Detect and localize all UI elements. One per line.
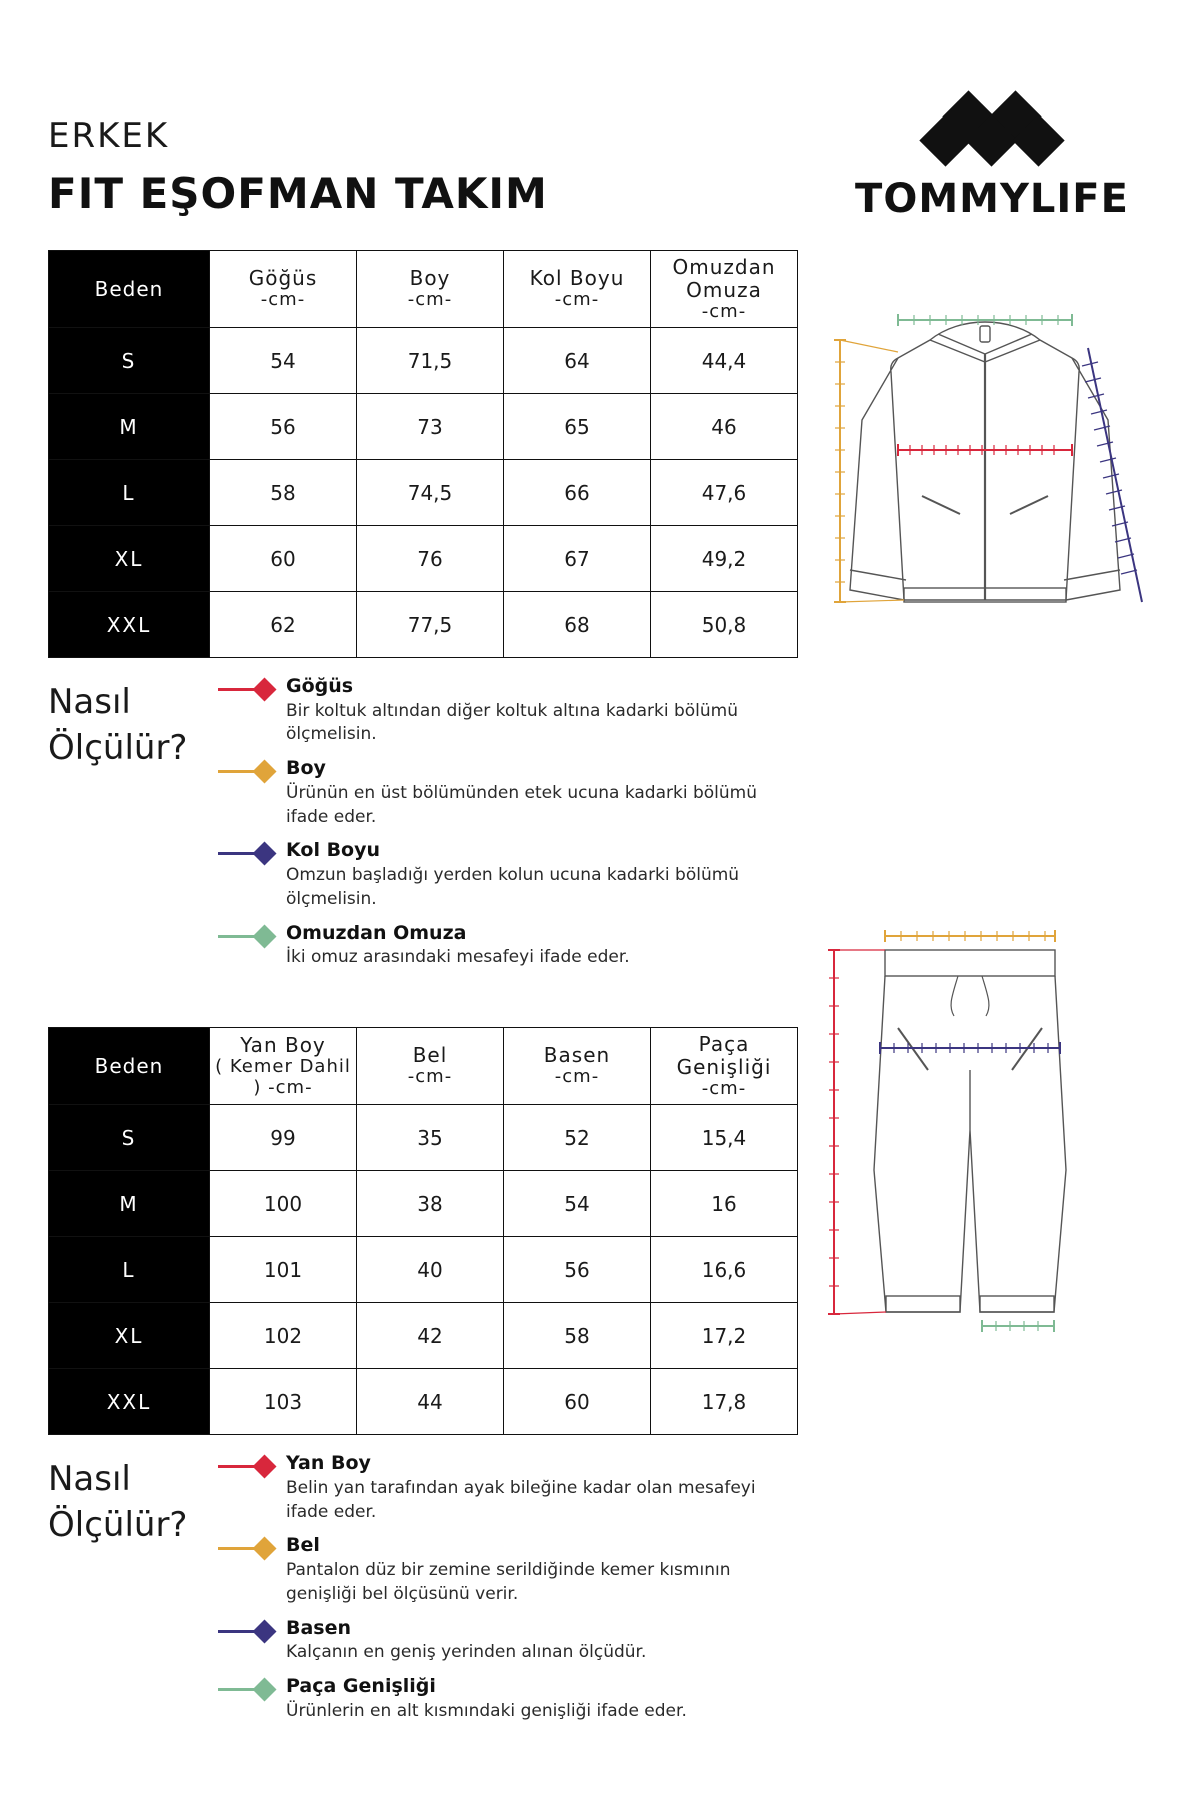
cell-size: XL <box>49 526 210 592</box>
cell-value: 16 <box>651 1171 798 1237</box>
legend-item <box>218 1533 1152 1606</box>
legend-label: Kol Boyu <box>286 839 381 862</box>
cell-value: 49,2 <box>651 526 798 592</box>
cell-value: 64 <box>504 328 651 394</box>
cell-value: 76 <box>357 526 504 592</box>
legend-label: Yan Boy <box>286 1452 371 1475</box>
diamond-marker-icon <box>218 925 286 947</box>
legend-item <box>218 1674 1152 1723</box>
cell-value: 15,4 <box>651 1105 798 1171</box>
legend-label: Bel <box>286 1534 320 1557</box>
diamond-marker-icon <box>218 842 286 864</box>
cell-value: 65 <box>504 394 651 460</box>
brand-block <box>832 90 1152 222</box>
col-header-gogus: Göğüs -cm- <box>210 251 357 328</box>
legend-text <box>286 674 786 747</box>
cell-size: L <box>49 460 210 526</box>
legend-description: Belin yan tarafından ayak bileğine kadar olan mesafeyi ifade eder. <box>286 1477 756 1522</box>
table-row <box>49 1303 798 1369</box>
table-row <box>49 592 798 658</box>
table-header-row <box>49 251 798 328</box>
legend-title: Nasıl Ölçülür? <box>48 682 188 768</box>
cell-value: 77,5 <box>357 592 504 658</box>
cell-value: 44,4 <box>651 328 798 394</box>
cell-value: 47,6 <box>651 460 798 526</box>
col-header-boy: Boy -cm- <box>357 251 504 328</box>
cell-value: 17,8 <box>651 1369 798 1435</box>
cell-value: 67 <box>504 526 651 592</box>
legend-description: Pantalon düz bir zemine serildiğinde kemer kısmının genişliği bel ölçüsünü verir. <box>286 1560 731 1604</box>
cell-size: XL <box>49 1303 210 1369</box>
cell-value: 16,6 <box>651 1237 798 1303</box>
cell-value: 17,2 <box>651 1303 798 1369</box>
table-row <box>49 1105 798 1171</box>
table-row <box>49 460 798 526</box>
legend-item <box>218 756 1152 829</box>
table-row <box>49 1237 798 1303</box>
diamond-marker-icon <box>218 1455 286 1477</box>
cell-value: 46 <box>651 394 798 460</box>
legend-description: Bir koltuk altından diğer koltuk altına kadarki bölümü ölçmelisin. <box>286 700 739 745</box>
col-header-yan-boy: Yan Boy ( Kemer Dahil ) -cm- <box>210 1028 357 1105</box>
cell-size: S <box>49 1105 210 1171</box>
pants-size-table <box>48 1027 798 1435</box>
legend-label: Basen <box>286 1616 352 1639</box>
cell-size: XXL <box>49 592 210 658</box>
col-header-beden: Beden <box>49 251 210 328</box>
four-diamonds-logo-icon <box>832 90 1152 170</box>
cell-value: 35 <box>357 1105 504 1171</box>
brand-name: TOMMYLIFE <box>855 176 1129 222</box>
col-header-kol-boyu: Kol Boyu -cm- <box>504 251 651 328</box>
legend-text <box>286 1616 646 1665</box>
legend-text <box>286 1451 786 1524</box>
cell-value: 71,5 <box>357 328 504 394</box>
legend-label: Paça Genişliği <box>286 1675 436 1698</box>
legend-description: Ürünün en üst bölümünden etek ucuna kadarki bölümü ifade eder. <box>286 782 757 827</box>
col-header-paca-genisligi: Paça Genişliği -cm- <box>651 1028 798 1105</box>
legend-description: Kalçanın en geniş yerinden alınan ölçüdür. <box>286 1642 647 1663</box>
legend-description: İki omuz arasındaki mesafeyi ifade eder. <box>286 947 630 968</box>
page-eyebrow: ERKEK <box>48 116 170 156</box>
title-block <box>48 118 548 218</box>
legend-label: Göğüs <box>286 675 354 697</box>
cell-value: 100 <box>210 1171 357 1237</box>
col-header-beden: Beden <box>49 1028 210 1105</box>
legend-item <box>218 1451 1152 1524</box>
legend-text <box>286 756 786 829</box>
table-row <box>49 1369 798 1435</box>
cell-value: 54 <box>210 328 357 394</box>
cell-value: 60 <box>210 526 357 592</box>
legend-description: Ürünlerin en alt kısmındaki genişliği ifade eder. <box>286 1700 687 1721</box>
page-header <box>48 0 1152 250</box>
col-header-omuzdan-omuza: Omuzdan Omuza -cm- <box>651 251 798 328</box>
cell-value: 58 <box>210 460 357 526</box>
cell-value: 66 <box>504 460 651 526</box>
diamond-marker-icon <box>218 760 286 782</box>
cell-size: L <box>49 1237 210 1303</box>
cell-value: 103 <box>210 1369 357 1435</box>
cell-value: 50,8 <box>651 592 798 658</box>
cell-size: S <box>49 328 210 394</box>
legend-text <box>286 1533 786 1606</box>
cell-size: M <box>49 1171 210 1237</box>
legend-text <box>286 921 630 970</box>
cell-value: 99 <box>210 1105 357 1171</box>
page-title: FIT EŞOFMAN TAKIM <box>48 169 548 219</box>
col-header-basen: Basen -cm- <box>504 1028 651 1105</box>
cell-value: 102 <box>210 1303 357 1369</box>
cell-value: 56 <box>210 394 357 460</box>
table-header-row <box>49 1028 798 1105</box>
cell-size: XXL <box>49 1369 210 1435</box>
col-header-bel: Bel -cm- <box>357 1028 504 1105</box>
cell-value: 68 <box>504 592 651 658</box>
legend-items <box>208 1451 1152 1732</box>
diamond-marker-icon <box>218 1620 286 1642</box>
legend-title: Nasıl Ölçülür? <box>48 1459 188 1546</box>
cell-value: 40 <box>357 1237 504 1303</box>
legend-item <box>218 1616 1152 1665</box>
cell-size: M <box>49 394 210 460</box>
legend-text <box>286 838 786 911</box>
diamond-marker-icon <box>218 678 286 700</box>
legend-label: Omuzdan Omuza <box>286 921 467 944</box>
legend-text <box>286 1674 687 1723</box>
legend-item <box>218 674 1152 747</box>
cell-value: 44 <box>357 1369 504 1435</box>
legend-item <box>218 838 1152 911</box>
pants-legend <box>48 1451 1152 1732</box>
cell-value: 54 <box>504 1171 651 1237</box>
table-row <box>49 394 798 460</box>
cell-value: 56 <box>504 1237 651 1303</box>
table-row <box>49 1171 798 1237</box>
legend-label: Boy <box>286 757 326 780</box>
cell-value: 38 <box>357 1171 504 1237</box>
cell-value: 74,5 <box>357 460 504 526</box>
cell-value: 58 <box>504 1303 651 1369</box>
cell-value: 60 <box>504 1369 651 1435</box>
cell-value: 52 <box>504 1105 651 1171</box>
diamond-marker-icon <box>218 1678 286 1700</box>
table-row <box>49 328 798 394</box>
cell-value: 42 <box>357 1303 504 1369</box>
cell-value: 73 <box>357 394 504 460</box>
cell-value: 101 <box>210 1237 357 1303</box>
diamond-marker-icon <box>218 1537 286 1559</box>
jacket-diagram <box>810 300 1160 644</box>
jacket-size-table <box>48 250 798 658</box>
legend-description: Omzun başladığı yerden kolun ucuna kadarki bölümü ölçmelisin. <box>286 865 740 909</box>
pants-diagram <box>800 920 1130 1354</box>
table-row <box>49 526 798 592</box>
cell-value: 62 <box>210 592 357 658</box>
